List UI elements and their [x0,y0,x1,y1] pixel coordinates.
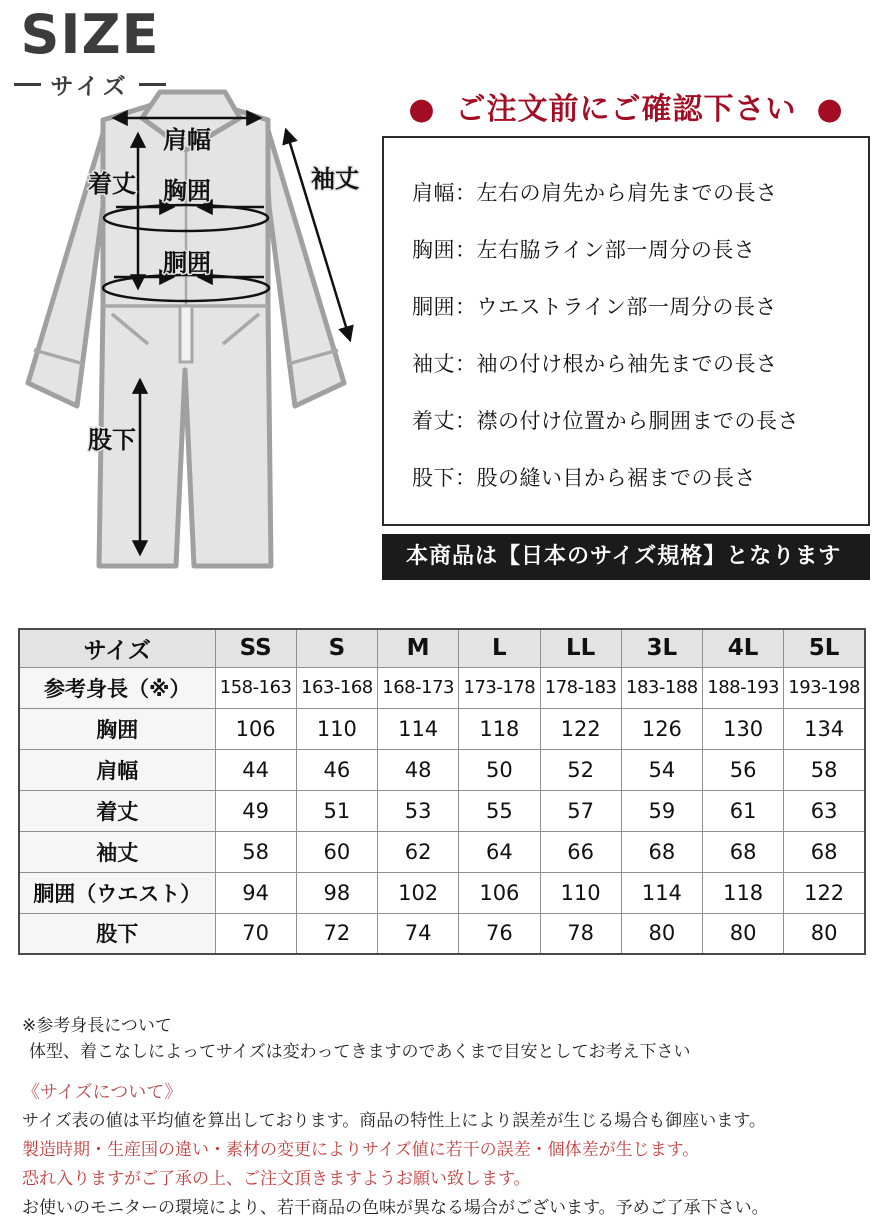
table-cell: 122 [540,708,621,749]
diagram-label-body-length: 着丈 [88,170,136,198]
table-header-5l: 5L [784,629,865,667]
definition-term: 胸囲 [412,238,455,262]
table-cell: 94 [215,872,296,913]
table-cell: 68 [784,831,865,872]
table-cell: 114 [378,708,459,749]
table-cell: 72 [296,913,377,954]
table-cell: 193-198 [784,667,865,708]
definition-colon: ： [455,352,477,376]
definition-term: 股下 [412,466,455,490]
table-cell: 50 [459,749,540,790]
table-cell: 58 [215,831,296,872]
definition-term: 肩幅 [412,181,455,205]
diagram-label-chest: 胸囲 [163,177,211,205]
table-cell: 114 [621,872,702,913]
table-cell: 55 [459,790,540,831]
table-cell: 56 [703,749,784,790]
definition-colon: ： [455,409,477,433]
definition-row [412,410,860,433]
jp-size-notice-bar: 本商品は【日本のサイズ規格】となります [382,534,870,580]
table-cell: 188-193 [703,667,784,708]
table-cell: 118 [459,708,540,749]
definition-row [412,467,860,490]
definition-row [412,296,860,319]
table-cell: 48 [378,749,459,790]
definition-row [412,239,860,262]
table-cell: 46 [296,749,377,790]
table-cell: 49 [215,790,296,831]
size-table [18,628,866,955]
table-cell: 60 [296,831,377,872]
table-cell: 63 [784,790,865,831]
note-average: サイズ表の値は平均値を算出しております。商品の特性上により誤差が生じる場合も御座います。 [22,1111,766,1131]
table-cell: 102 [378,872,459,913]
table-cell: 158-163 [215,667,296,708]
table-cell: 57 [540,790,621,831]
row-label: 胴囲（ウエスト） [19,872,215,913]
diagram-label-inseam: 股下 [88,426,136,454]
definition-term: 胴囲 [412,295,455,319]
row-label: 胸囲 [19,708,215,749]
table-cell: 78 [540,913,621,954]
table-row-body-length [19,790,865,831]
confirm-title [382,92,870,128]
table-cell: 178-183 [540,667,621,708]
garment-placket [180,306,192,362]
table-header-size: サイズ [19,629,215,667]
row-label: 着丈 [19,790,215,831]
table-row-shoulder [19,749,865,790]
table-cell: 64 [459,831,540,872]
subtitle-dash-right [139,83,166,86]
garment-diagram [20,88,380,623]
diagram-label-sleeve-length: 袖丈 [311,165,359,193]
definition-desc: 左右脇ライン部一周分の長さ [476,238,756,262]
table-cell: 76 [459,913,540,954]
table-cell: 68 [621,831,702,872]
table-cell: 183-188 [621,667,702,708]
table-cell: 110 [540,872,621,913]
size-table-wrap [18,628,866,955]
definition-desc: 左右の肩先から肩先までの長さ [476,181,778,205]
table-cell: 163-168 [296,667,377,708]
subtitle-dash-left [14,83,41,86]
definition-colon: ： [455,238,477,262]
table-header-4l: 4L [703,629,784,667]
table-cell: 173-178 [459,667,540,708]
table-cell: 98 [296,872,377,913]
definition-desc: 襟の付け位置から胴囲までの長さ [476,409,799,433]
table-cell: 118 [703,872,784,913]
table-header-s: S [296,629,377,667]
table-cell: 44 [215,749,296,790]
note-warning-1: 製造時期・生産国の違い・素材の変更によりサイズ値に若干の誤差・個体差が生じます。 [22,1140,700,1160]
table-cell: 66 [540,831,621,872]
definition-term: 着丈 [412,409,455,433]
bullet-icon: ● [816,92,844,127]
definition-term: 袖丈 [412,352,455,376]
definition-row [412,182,860,205]
table-cell: 126 [621,708,702,749]
table-cell: 62 [378,831,459,872]
table-cell: 168-173 [378,667,459,708]
size-heading-jp: サイズ [50,74,130,100]
definition-row [412,353,860,376]
table-cell: 80 [621,913,702,954]
table-header-m: M [378,629,459,667]
table-row-waist [19,872,865,913]
table-cell: 59 [621,790,702,831]
notes-section [22,1014,870,1221]
table-cell: 106 [215,708,296,749]
table-cell: 74 [378,913,459,954]
table-header-l: L [459,629,540,667]
table-cell: 53 [378,790,459,831]
table-row-sleeve [19,831,865,872]
row-label: 股下 [19,913,215,954]
row-label: 袖丈 [19,831,215,872]
table-cell: 110 [296,708,377,749]
table-cell: 130 [703,708,784,749]
size-heading-en: SIZE [20,3,160,66]
table-cell: 51 [296,790,377,831]
definition-colon: ： [455,466,477,490]
table-header-3l: 3L [621,629,702,667]
table-row-chest [19,708,865,749]
table-header-row [19,629,865,667]
table-cell: 61 [703,790,784,831]
definition-colon: ： [455,181,477,205]
table-cell: 134 [784,708,865,749]
bullet-icon: ● [408,92,436,127]
definition-box [382,136,870,526]
definition-colon: ： [455,295,477,319]
table-header-ll: LL [540,629,621,667]
table-cell: 80 [703,913,784,954]
table-cell: 54 [621,749,702,790]
table-cell: 68 [703,831,784,872]
table-row-inseam [19,913,865,954]
table-cell: 106 [459,872,540,913]
table-header-ss: SS [215,629,296,667]
diagram-label-shoulder-width: 肩幅 [163,126,211,154]
table-cell: 80 [784,913,865,954]
table-cell: 58 [784,749,865,790]
row-label: 参考身長（※） [19,667,215,708]
size-heading [14,3,166,101]
note-ref-height-body: 体型、着こなしによってサイズは変わってきますのであくまで目安としてお考え下さい [29,1042,691,1062]
note-monitor: お使いのモニターの環境により、若干商品の色味が異なる場合がございます。予めご了承下さい。 [22,1198,769,1218]
definition-desc: ウエストライン部一周分の長さ [476,295,777,319]
table-cell: 122 [784,872,865,913]
diagram-label-waist: 胴囲 [163,249,211,277]
confirm-section [382,92,870,580]
table-cell: 52 [540,749,621,790]
definition-desc: 股の縫い目から裾までの長さ [476,466,756,490]
note-about-size-title: 《サイズについて》 [22,1082,183,1103]
definition-desc: 袖の付け根から袖先までの長さ [476,352,778,376]
row-label: 肩幅 [19,749,215,790]
table-cell: 70 [215,913,296,954]
note-warning-2: 恐れ入りますがご了承の上、ご注文頂きますようお願い致します。 [22,1169,531,1189]
table-row-height [19,667,865,708]
note-ref-height-title: ※参考身長について [22,1016,172,1036]
confirm-title-text: ご注文前にご確認下さい [455,92,797,127]
